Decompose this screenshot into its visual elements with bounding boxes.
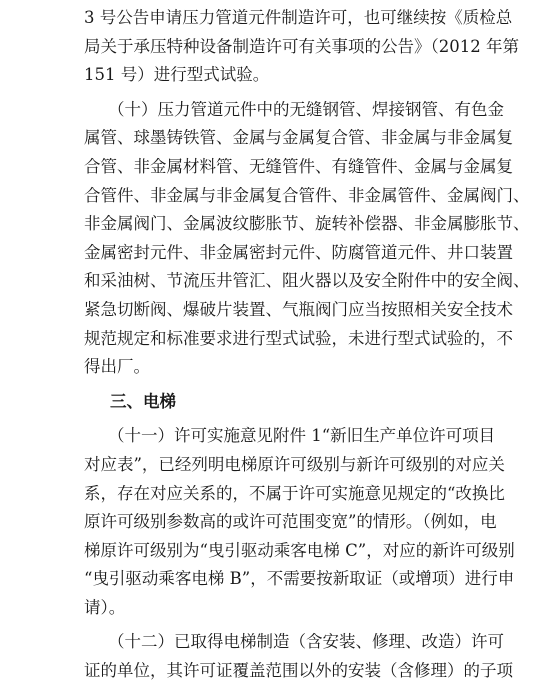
- text-line: 规范规定和标准要求进行型式试验，未进行型式试验的，不: [84, 328, 513, 348]
- text-line: 证的单位，其许可证覆盖范围以外的安装（含修理）的子项: [84, 661, 513, 681]
- text-line: “曳引驱动乘客电梯 B”，不需要按新取证（或增项）进行申: [84, 569, 515, 589]
- text-line: 原许可级别参数高的或许可范围变宽”的情形。（例如，电: [84, 512, 497, 532]
- text-line: 紧急切断阀、爆破片装置、气瓶阀门应当按照相关安全技术: [84, 299, 513, 319]
- text-line: 3 号公告申请压力管道元件制造许可，也可继续按《质检总: [84, 8, 513, 27]
- document-page: [84, 0, 530, 686]
- text-line: 和采油树、节流压井管汇、阻火器以及安全附件中的安全阀、: [84, 271, 530, 291]
- text-line: 合管件、非金属与非金属复合管件、非金属管件、金属阀门、: [84, 185, 530, 205]
- text-line: 151 号）进行型式试验。: [84, 65, 270, 85]
- text-line: 梯原许可级别为“曳引驱动乘客电梯 C”，对应的新许可级别: [84, 540, 515, 560]
- text-line: （十）压力管道元件中的无缝钢管、焊接钢管、有色金: [108, 99, 504, 119]
- text-line: 请）。: [84, 597, 126, 617]
- text-line: （十一）许可实施意见附件 1“新旧生产单位许可项目: [108, 426, 496, 446]
- paragraph: [84, 628, 513, 685]
- paragraph: [84, 422, 515, 622]
- text-line: 属管、球墨铸铁管、金属与金属复合管、非金属与非金属复: [84, 128, 513, 148]
- text-line: 对应表”，已经列明电梯原许可级别与新许可级别的对应关: [84, 454, 505, 474]
- text-line: 系，存在对应关系的，不属于许可实施意见规定的“改换比: [84, 483, 505, 503]
- text-line: 金属密封元件、非金属密封元件、防腐管道元件、井口装置: [84, 242, 513, 262]
- text-line: 非金属阀门、金属波纹膨胀节、旋转补偿器、非金属膨胀节、: [84, 214, 530, 234]
- paragraph: [84, 4, 519, 90]
- paragraph: [84, 96, 530, 382]
- text-line: 局关于承压特种设备制造许可有关事项的公告》（2012 年第: [84, 36, 519, 56]
- text-line: （十二）已取得电梯制造（含安装、修理、改造）许可: [108, 632, 504, 652]
- section-heading: 三、电梯: [110, 391, 176, 411]
- text-line: 合管、非金属材料管、无缝管件、有缝管件、金属与金属复: [84, 156, 513, 176]
- text-line: 得出厂。: [84, 357, 150, 377]
